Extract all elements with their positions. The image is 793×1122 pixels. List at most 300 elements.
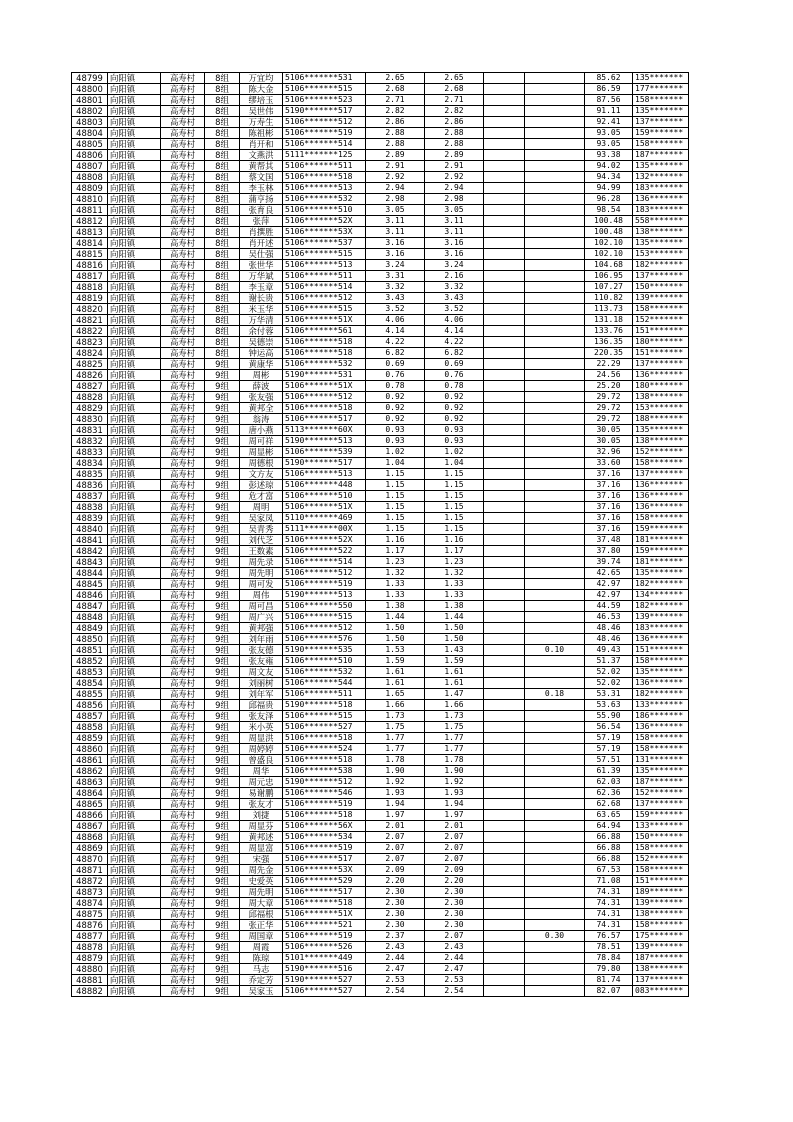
group-cell: 9组	[205, 370, 240, 381]
table-row	[72, 711, 689, 722]
amount-cell: 100.48	[585, 216, 633, 227]
amount-cell: 62.03	[585, 777, 633, 788]
amount-cell: 57.51	[585, 755, 633, 766]
area-c-cell	[525, 161, 585, 172]
row-number: 48857	[72, 711, 108, 722]
group-cell: 8组	[205, 128, 240, 139]
phone-cell: 135*******	[633, 238, 689, 249]
name-cell: 张友泽	[240, 711, 283, 722]
area-a-cell: 2.30	[425, 887, 484, 898]
village-cell: 高寿村	[161, 348, 205, 359]
amount-cell: 66.88	[585, 832, 633, 843]
row-number: 48856	[72, 700, 108, 711]
group-cell: 9组	[205, 810, 240, 821]
town-cell: 向阳镇	[108, 392, 161, 403]
id-number-cell: 5106*******546	[283, 788, 366, 799]
phone-cell: 137*******	[633, 799, 689, 810]
id-number-cell: 5190*******513	[283, 436, 366, 447]
name-cell: 刘捷	[240, 810, 283, 821]
table-row	[72, 568, 689, 579]
phone-cell: 135*******	[633, 161, 689, 172]
id-number-cell: 5106*******517	[283, 887, 366, 898]
area-total-cell: 1.33	[366, 579, 425, 590]
name-cell: 刘代芝	[240, 535, 283, 546]
group-cell: 9组	[205, 788, 240, 799]
row-number: 48843	[72, 557, 108, 568]
name-cell: 蔡文国	[240, 172, 283, 183]
amount-cell: 131.18	[585, 315, 633, 326]
area-a-cell: 1.47	[425, 689, 484, 700]
table-row	[72, 425, 689, 436]
area-b-cell	[484, 579, 525, 590]
id-number-cell: 5106*******538	[283, 766, 366, 777]
area-b-cell	[484, 238, 525, 249]
village-cell: 高寿村	[161, 425, 205, 436]
area-total-cell: 2.88	[366, 139, 425, 150]
village-cell: 高寿村	[161, 469, 205, 480]
area-c-cell	[525, 964, 585, 975]
amount-cell: 133.76	[585, 326, 633, 337]
town-cell: 向阳镇	[108, 579, 161, 590]
group-cell: 8组	[205, 84, 240, 95]
name-cell: 张育良	[240, 205, 283, 216]
id-number-cell: 5106*******512	[283, 293, 366, 304]
phone-cell: 138*******	[633, 227, 689, 238]
table-row	[72, 645, 689, 656]
id-number-cell: 5106*******52X	[283, 216, 366, 227]
table-row	[72, 524, 689, 535]
row-number: 48869	[72, 843, 108, 854]
village-cell: 高寿村	[161, 304, 205, 315]
town-cell: 向阳镇	[108, 546, 161, 557]
village-cell: 高寿村	[161, 557, 205, 568]
amount-cell: 37.80	[585, 546, 633, 557]
area-b-cell	[484, 106, 525, 117]
area-c-cell	[525, 348, 585, 359]
area-a-cell: 6.82	[425, 348, 484, 359]
phone-cell: 136*******	[633, 480, 689, 491]
table-row	[72, 502, 689, 513]
row-number: 48859	[72, 733, 108, 744]
id-number-cell: 5106*******539	[283, 447, 366, 458]
area-total-cell: 1.61	[366, 678, 425, 689]
area-total-cell: 2.01	[366, 821, 425, 832]
id-number-cell: 5106*******518	[283, 337, 366, 348]
town-cell: 向阳镇	[108, 293, 161, 304]
area-a-cell: 2.92	[425, 172, 484, 183]
row-number: 48868	[72, 832, 108, 843]
area-total-cell: 1.65	[366, 689, 425, 700]
town-cell: 向阳镇	[108, 700, 161, 711]
area-total-cell: 1.15	[366, 513, 425, 524]
table-row	[72, 601, 689, 612]
area-b-cell	[484, 942, 525, 953]
area-b-cell	[484, 260, 525, 271]
amount-cell: 66.88	[585, 854, 633, 865]
table-row	[72, 744, 689, 755]
table-row	[72, 414, 689, 425]
id-number-cell: 5106*******544	[283, 678, 366, 689]
name-cell: 周显洪	[240, 733, 283, 744]
amount-cell: 74.31	[585, 887, 633, 898]
area-total-cell: 1.59	[366, 656, 425, 667]
area-total-cell: 1.15	[366, 480, 425, 491]
group-cell: 8组	[205, 337, 240, 348]
area-b-cell	[484, 931, 525, 942]
town-cell: 向阳镇	[108, 238, 161, 249]
phone-cell: 083*******	[633, 986, 689, 997]
table-row	[72, 612, 689, 623]
table-row	[72, 447, 689, 458]
id-number-cell: 5106*******532	[283, 194, 366, 205]
area-b-cell	[484, 271, 525, 282]
area-c-cell	[525, 568, 585, 579]
town-cell: 向阳镇	[108, 623, 161, 634]
row-number: 48877	[72, 931, 108, 942]
area-b-cell	[484, 414, 525, 425]
row-number: 48865	[72, 799, 108, 810]
area-a-cell: 1.77	[425, 744, 484, 755]
group-cell: 8组	[205, 139, 240, 150]
area-c-cell	[525, 106, 585, 117]
town-cell: 向阳镇	[108, 271, 161, 282]
group-cell: 9组	[205, 579, 240, 590]
group-cell: 9组	[205, 458, 240, 469]
area-total-cell: 2.89	[366, 150, 425, 161]
name-cell: 周大章	[240, 898, 283, 909]
name-cell: 黄帮其	[240, 161, 283, 172]
town-cell: 向阳镇	[108, 502, 161, 513]
area-c-cell	[525, 216, 585, 227]
town-cell: 向阳镇	[108, 315, 161, 326]
town-cell: 向阳镇	[108, 447, 161, 458]
village-cell: 高寿村	[161, 249, 205, 260]
row-number: 48805	[72, 139, 108, 150]
town-cell: 向阳镇	[108, 953, 161, 964]
town-cell: 向阳镇	[108, 425, 161, 436]
amount-cell: 37.16	[585, 480, 633, 491]
id-number-cell: 5190*******531	[283, 370, 366, 381]
group-cell: 8组	[205, 227, 240, 238]
area-a-cell: 2.30	[425, 909, 484, 920]
row-number: 48875	[72, 909, 108, 920]
name-cell: 肖开和	[240, 139, 283, 150]
group-cell: 9组	[205, 414, 240, 425]
area-b-cell	[484, 887, 525, 898]
town-cell: 向阳镇	[108, 689, 161, 700]
area-b-cell	[484, 557, 525, 568]
area-c-cell	[525, 975, 585, 986]
area-c-cell	[525, 260, 585, 271]
id-number-cell: 5190*******535	[283, 645, 366, 656]
village-cell: 高寿村	[161, 667, 205, 678]
name-cell: 张友德	[240, 645, 283, 656]
area-b-cell	[484, 249, 525, 260]
row-number: 48864	[72, 788, 108, 799]
area-c-cell	[525, 359, 585, 370]
area-total-cell: 2.71	[366, 95, 425, 106]
phone-cell: 137*******	[633, 359, 689, 370]
row-number: 48816	[72, 260, 108, 271]
amount-cell: 76.57	[585, 931, 633, 942]
name-cell: 张友雍	[240, 656, 283, 667]
area-total-cell: 2.68	[366, 84, 425, 95]
name-cell: 乔定芳	[240, 975, 283, 986]
amount-cell: 98.54	[585, 205, 633, 216]
area-a-cell: 2.01	[425, 821, 484, 832]
area-c-cell	[525, 744, 585, 755]
town-cell: 向阳镇	[108, 821, 161, 832]
id-number-cell: 5106*******448	[283, 480, 366, 491]
amount-cell: 42.97	[585, 590, 633, 601]
name-cell: 王数素	[240, 546, 283, 557]
group-cell: 9组	[205, 722, 240, 733]
phone-cell: 137*******	[633, 271, 689, 282]
row-number: 48844	[72, 568, 108, 579]
group-cell: 8组	[205, 271, 240, 282]
row-number: 48881	[72, 975, 108, 986]
area-c-cell	[525, 392, 585, 403]
table-row	[72, 337, 689, 348]
area-a-cell: 2.07	[425, 931, 484, 942]
area-c-cell	[525, 117, 585, 128]
town-cell: 向阳镇	[108, 480, 161, 491]
name-cell: 邱福根	[240, 909, 283, 920]
area-a-cell: 0.92	[425, 392, 484, 403]
row-number: 48829	[72, 403, 108, 414]
amount-cell: 82.07	[585, 986, 633, 997]
area-a-cell: 1.61	[425, 678, 484, 689]
group-cell: 9组	[205, 623, 240, 634]
group-cell: 9组	[205, 436, 240, 447]
phone-cell: 187*******	[633, 777, 689, 788]
area-c-cell	[525, 370, 585, 381]
group-cell: 9组	[205, 821, 240, 832]
area-a-cell: 1.15	[425, 513, 484, 524]
id-number-cell: 5106*******510	[283, 656, 366, 667]
id-number-cell: 5106*******514	[283, 557, 366, 568]
area-a-cell: 1.15	[425, 502, 484, 513]
village-cell: 高寿村	[161, 964, 205, 975]
area-c-cell	[525, 194, 585, 205]
name-cell: 周可发	[240, 579, 283, 590]
area-total-cell: 2.65	[366, 73, 425, 84]
town-cell: 向阳镇	[108, 458, 161, 469]
group-cell: 9组	[205, 535, 240, 546]
phone-cell: 153*******	[633, 403, 689, 414]
area-b-cell	[484, 381, 525, 392]
id-number-cell: 5106*******519	[283, 931, 366, 942]
area-b-cell	[484, 788, 525, 799]
name-cell: 黄邦述	[240, 832, 283, 843]
phone-cell: 135*******	[633, 425, 689, 436]
id-number-cell: 5106*******532	[283, 667, 366, 678]
area-a-cell: 2.71	[425, 95, 484, 106]
area-a-cell: 2.86	[425, 117, 484, 128]
id-number-cell: 5106*******515	[283, 304, 366, 315]
area-total-cell: 1.17	[366, 546, 425, 557]
area-b-cell	[484, 634, 525, 645]
amount-cell: 49.43	[585, 645, 633, 656]
id-number-cell: 5106*******521	[283, 920, 366, 931]
town-cell: 向阳镇	[108, 942, 161, 953]
town-cell: 向阳镇	[108, 95, 161, 106]
id-number-cell: 5106*******518	[283, 733, 366, 744]
area-a-cell: 1.33	[425, 579, 484, 590]
area-c-cell	[525, 425, 585, 436]
area-a-cell: 3.52	[425, 304, 484, 315]
name-cell: 肖开述	[240, 238, 283, 249]
area-a-cell: 1.17	[425, 546, 484, 557]
group-cell: 9组	[205, 678, 240, 689]
area-total-cell: 2.09	[366, 865, 425, 876]
area-b-cell	[484, 612, 525, 623]
amount-cell: 24.56	[585, 370, 633, 381]
area-b-cell	[484, 953, 525, 964]
phone-cell: 183*******	[633, 183, 689, 194]
area-b-cell	[484, 315, 525, 326]
village-cell: 高寿村	[161, 150, 205, 161]
table-row	[72, 249, 689, 260]
table-row	[72, 370, 689, 381]
table-row	[72, 634, 689, 645]
town-cell: 向阳镇	[108, 414, 161, 425]
area-a-cell: 3.05	[425, 205, 484, 216]
phone-cell: 182*******	[633, 601, 689, 612]
table-row	[72, 480, 689, 491]
area-c-cell	[525, 843, 585, 854]
area-c-cell	[525, 227, 585, 238]
amount-cell: 100.48	[585, 227, 633, 238]
area-c-cell	[525, 458, 585, 469]
phone-cell: 187*******	[633, 150, 689, 161]
area-c-cell	[525, 524, 585, 535]
village-cell: 高寿村	[161, 546, 205, 557]
area-b-cell	[484, 425, 525, 436]
area-c-cell	[525, 601, 585, 612]
area-c-cell	[525, 766, 585, 777]
row-number: 48817	[72, 271, 108, 282]
area-c-cell	[525, 788, 585, 799]
village-cell: 高寿村	[161, 645, 205, 656]
phone-cell: 135*******	[633, 568, 689, 579]
name-cell: 周国章	[240, 931, 283, 942]
group-cell: 9组	[205, 909, 240, 920]
name-cell: 张正华	[240, 920, 283, 931]
name-cell: 黄邦强	[240, 623, 283, 634]
amount-cell: 113.73	[585, 304, 633, 315]
table-row	[72, 304, 689, 315]
village-cell: 高寿村	[161, 821, 205, 832]
town-cell: 向阳镇	[108, 656, 161, 667]
name-cell: 吴世伟	[240, 106, 283, 117]
town-cell: 向阳镇	[108, 931, 161, 942]
amount-cell: 79.80	[585, 964, 633, 975]
village-cell: 高寿村	[161, 315, 205, 326]
area-b-cell	[484, 755, 525, 766]
name-cell: 周先录	[240, 557, 283, 568]
id-number-cell: 5106*******527	[283, 722, 366, 733]
id-number-cell: 5106*******511	[283, 161, 366, 172]
amount-cell: 94.02	[585, 161, 633, 172]
id-number-cell: 5106*******514	[283, 282, 366, 293]
area-a-cell: 1.33	[425, 590, 484, 601]
area-b-cell	[484, 535, 525, 546]
name-cell: 文燕洪	[240, 150, 283, 161]
village-cell: 高寿村	[161, 766, 205, 777]
row-number: 48855	[72, 689, 108, 700]
table-row	[72, 766, 689, 777]
row-number: 48851	[72, 645, 108, 656]
table-row	[72, 293, 689, 304]
area-b-cell	[484, 920, 525, 931]
table-row	[72, 150, 689, 161]
area-total-cell: 1.04	[366, 458, 425, 469]
name-cell: 陈琼	[240, 953, 283, 964]
area-a-cell: 0.69	[425, 359, 484, 370]
area-total-cell: 0.78	[366, 381, 425, 392]
group-cell: 9组	[205, 733, 240, 744]
area-total-cell: 1.33	[366, 590, 425, 601]
town-cell: 向阳镇	[108, 601, 161, 612]
village-cell: 高寿村	[161, 634, 205, 645]
area-total-cell: 2.07	[366, 832, 425, 843]
village-cell: 高寿村	[161, 326, 205, 337]
village-cell: 高寿村	[161, 975, 205, 986]
name-cell: 周婷婷	[240, 744, 283, 755]
name-cell: 薛波	[240, 381, 283, 392]
amount-cell: 63.65	[585, 810, 633, 821]
table-row	[72, 898, 689, 909]
amount-cell: 37.16	[585, 513, 633, 524]
area-c-cell	[525, 381, 585, 392]
amount-cell: 93.38	[585, 150, 633, 161]
town-cell: 向阳镇	[108, 678, 161, 689]
row-number: 48862	[72, 766, 108, 777]
phone-cell: 135*******	[633, 106, 689, 117]
area-a-cell: 2.07	[425, 854, 484, 865]
area-b-cell	[484, 601, 525, 612]
phone-cell: 137*******	[633, 975, 689, 986]
town-cell: 向阳镇	[108, 766, 161, 777]
amount-cell: 48.46	[585, 634, 633, 645]
town-cell: 向阳镇	[108, 590, 161, 601]
table-row	[72, 986, 689, 997]
phone-cell: 182*******	[633, 579, 689, 590]
area-total-cell: 2.82	[366, 106, 425, 117]
name-cell: 张友才	[240, 799, 283, 810]
area-total-cell: 3.11	[366, 227, 425, 238]
id-number-cell: 5106*******519	[283, 843, 366, 854]
town-cell: 向阳镇	[108, 744, 161, 755]
area-total-cell: 4.22	[366, 337, 425, 348]
village-cell: 高寿村	[161, 535, 205, 546]
table-row	[72, 590, 689, 601]
area-c-cell	[525, 986, 585, 997]
phone-cell: 150*******	[633, 282, 689, 293]
row-number: 48878	[72, 942, 108, 953]
area-a-cell: 2.89	[425, 150, 484, 161]
amount-cell: 92.41	[585, 117, 633, 128]
group-cell: 8组	[205, 282, 240, 293]
town-cell: 向阳镇	[108, 964, 161, 975]
phone-cell: 158*******	[633, 865, 689, 876]
row-number: 48803	[72, 117, 108, 128]
area-b-cell	[484, 568, 525, 579]
phone-cell: 189*******	[633, 887, 689, 898]
amount-cell: 56.54	[585, 722, 633, 733]
name-cell: 周可祥	[240, 436, 283, 447]
